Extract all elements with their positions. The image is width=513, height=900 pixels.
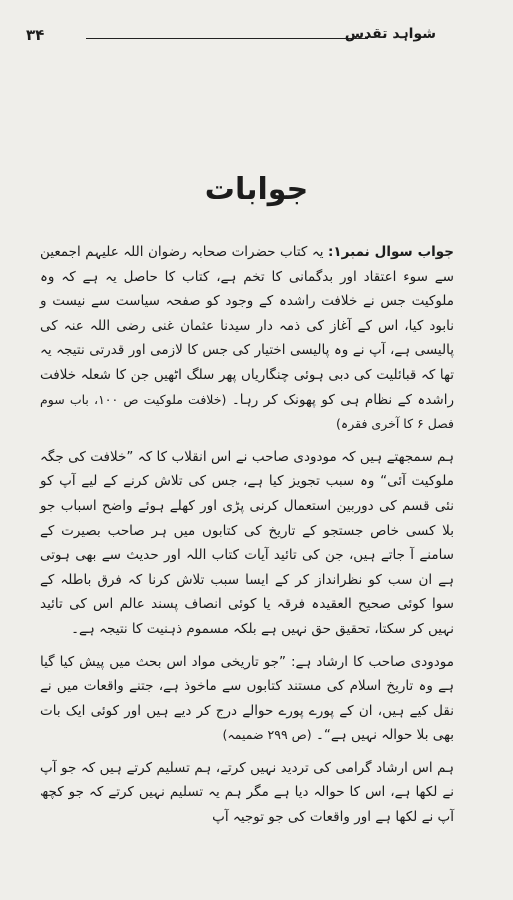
paragraph-text: یہ کتاب حضرات صحابہ رضوان اللہ علیہم اجمعین سے سوء اعتقاد اور بدگمانی کا تخم ہے، کتاب کا حاصل یہ ہے کہ وہ ملوکیت جس نے خلافت راشدہ کے وجود کو صفحہ سیاست سے نیست و نابود کیا، اس کے آغاز کی ذمہ دار سیدنا عثمان غنی رضی اللہ عنہ کی پالیسی ہے، آپ نے وہ پالیسی اختیار کی جس کا لازمی اور قدرتی نتیجہ یہ تھا کہ قبائلیت کی دبی ہوئی چنگاریاں پھر سلگ اٹھیں جن کا شعلہ خلافت راشدہ کے نظام ہی کو پھونک کر رہا۔ [40,244,454,408]
page-header [26,26,436,48]
answer-lead: جواب سوال نمبر۱: [328,244,454,260]
section-title: جوابات [204,172,309,207]
paragraph-text: ہم سمجھتے ہیں کہ مودودی صاحب نے اس انقلاب کا کہ ”خلافت کی جگہ ملوکیت آئی“ وہ سبب تجویز کیا ہے، جس کی تلاش کرنے کے لیے آپ کو نئی قسم کی دوربین استعمال کرنی پڑی اور کھلے ہوئے واضح اسباب جو بلا کسی خاص جستجو کے تاریخ کی کتابوں میں ہر صاحب بصیرت کے سامنے آ جاتے ہیں، جن کی تائید آیات کتاب اللہ اور حدیث سے بھی ہوتی ہے ان سب کو نظرانداز کر کے ایسا سبب تلاش کرنا کہ فرق باطلہ کے سوا کوئی صحیح العقیدہ فرقہ یا کوئی انصاف پسند عالم اس کی تائید نہیں کر سکتا، تحقیق حق نہیں ہے بلکہ مسموم ذہنیت کا نتیجہ ہے۔ [40,448,454,637]
paragraph-answer-1 [40,240,454,437]
page-number: ۳۴ [26,26,45,44]
citation: (ص ۲۹۹ ضمیمہ) [222,727,312,743]
paragraph-4 [40,756,454,830]
citation: (خلافت ملوکیت ص ۱۰۰، باب سوم فصل ۶ کا آخری فقرہ) [40,391,454,432]
running-book-title: شواہد تقدس [344,26,436,42]
header-rule [86,38,368,39]
paragraph-text: ہم اس ارشاد گرامی کی تردید نہیں کرتے، ہم تسلیم کرتے ہیں کہ جو آپ نے لکھا ہے، اس کا حوالہ دیا ہے مگر ہم یہ تسلیم نہیں کرتے کہ جو کچھ آپ نے لکھا ہے اور واقعات کی جو توجیہ آپ [40,759,454,826]
paragraph-text: مودودی صاحب کا ارشاد ہے: ”جو تاریخی مواد اس بحث میں پیش کیا گیا ہے وہ تاریخ اسلام کی مستند کتابوں سے ماخوذ ہے، جتنے واقعات میں نے نقل کیے ہیں، ان کے پورے پورے حوالے درج کر دیے ہیں اور کوئی ایک بات بھی بلا حوالہ نہیں ہے“۔ [40,653,454,744]
paragraph-3 [40,650,454,748]
paragraph-2 [40,445,454,642]
body-text [40,240,454,838]
